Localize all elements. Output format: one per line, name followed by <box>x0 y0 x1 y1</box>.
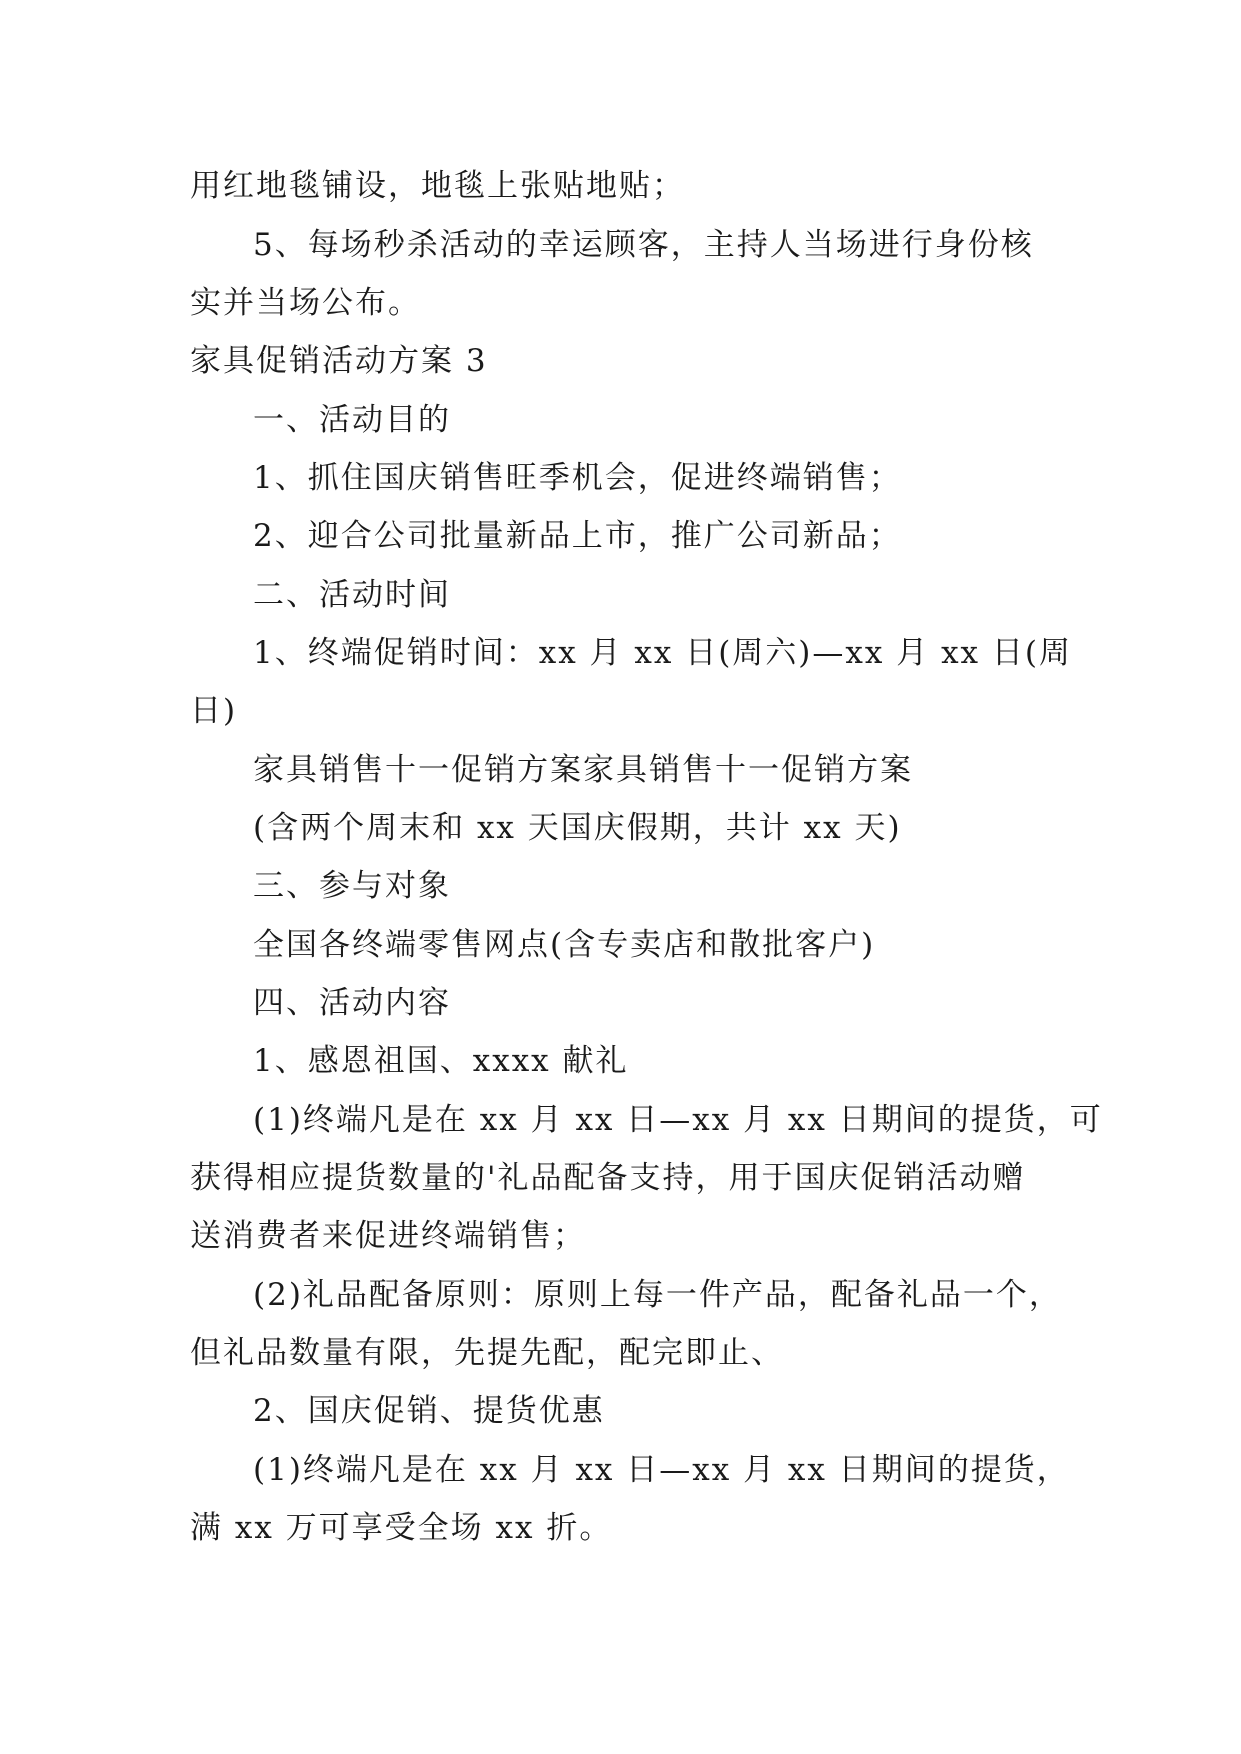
text-line-continuation: 用红地毯铺设，地毯上张贴地贴； <box>190 168 685 204</box>
text-line-item-1: 1、感恩祖国、xxxx 献礼 <box>253 1043 629 1079</box>
text-line-promo-time: 1、终端促销时间：xx 月 xx 日(周六)—xx 月 xx 日(周 <box>253 635 1072 671</box>
text-line-continuation: 但礼品数量有限，先提先配，配完即止、 <box>190 1335 784 1371</box>
text-line-subitem-1: (1)终端凡是在 xx 月 xx 日—xx 月 xx 日期间的提货，可 <box>253 1102 1103 1138</box>
section-heading-time: 二、活动时间 <box>253 577 451 613</box>
text-line-note: (含两个周末和 xx 天国庆假期，共计 xx 天) <box>253 810 902 846</box>
text-line-item-2: 2、迎合公司批量新品上市，推广公司新品； <box>253 518 902 554</box>
text-line-continuation: 实并当场公布。 <box>190 285 421 321</box>
text-line-plan-title: 家具销售十一促销方案家具销售十一促销方案 <box>253 752 913 788</box>
text-line-subitem-1: (1)终端凡是在 xx 月 xx 日—xx 月 xx 日期间的提货， <box>253 1452 1070 1488</box>
text-line-item-5: 5、每场秒杀活动的幸运顾客，主持人当场进行身份核 <box>253 227 1034 263</box>
text-line-continuation: 满 xx 万可享受全场 xx 折。 <box>190 1510 613 1546</box>
text-line-continuation: 日) <box>190 693 238 729</box>
section-heading-purpose: 一、活动目的 <box>253 402 451 438</box>
text-line-item-1: 1、抓住国庆销售旺季机会，促进终端销售； <box>253 460 902 496</box>
text-line-subitem-2: (2)礼品配备原则：原则上每一件产品，配备礼品一个， <box>253 1277 1062 1313</box>
text-line-item-2: 2、国庆促销、提货优惠 <box>253 1393 605 1429</box>
text-line-participants: 全国各终端零售网点(含专卖店和散批客户) <box>253 927 876 963</box>
text-line-continuation: 获得相应提货数量的'礼品配备支持，用于国庆促销活动赠 <box>190 1160 1026 1196</box>
section-heading-participants: 三、参与对象 <box>253 868 451 904</box>
text-line-continuation: 送消费者来促进终端销售； <box>190 1218 586 1254</box>
section-heading-content: 四、活动内容 <box>253 985 451 1021</box>
section-title: 家具促销活动方案 3 <box>190 343 488 379</box>
